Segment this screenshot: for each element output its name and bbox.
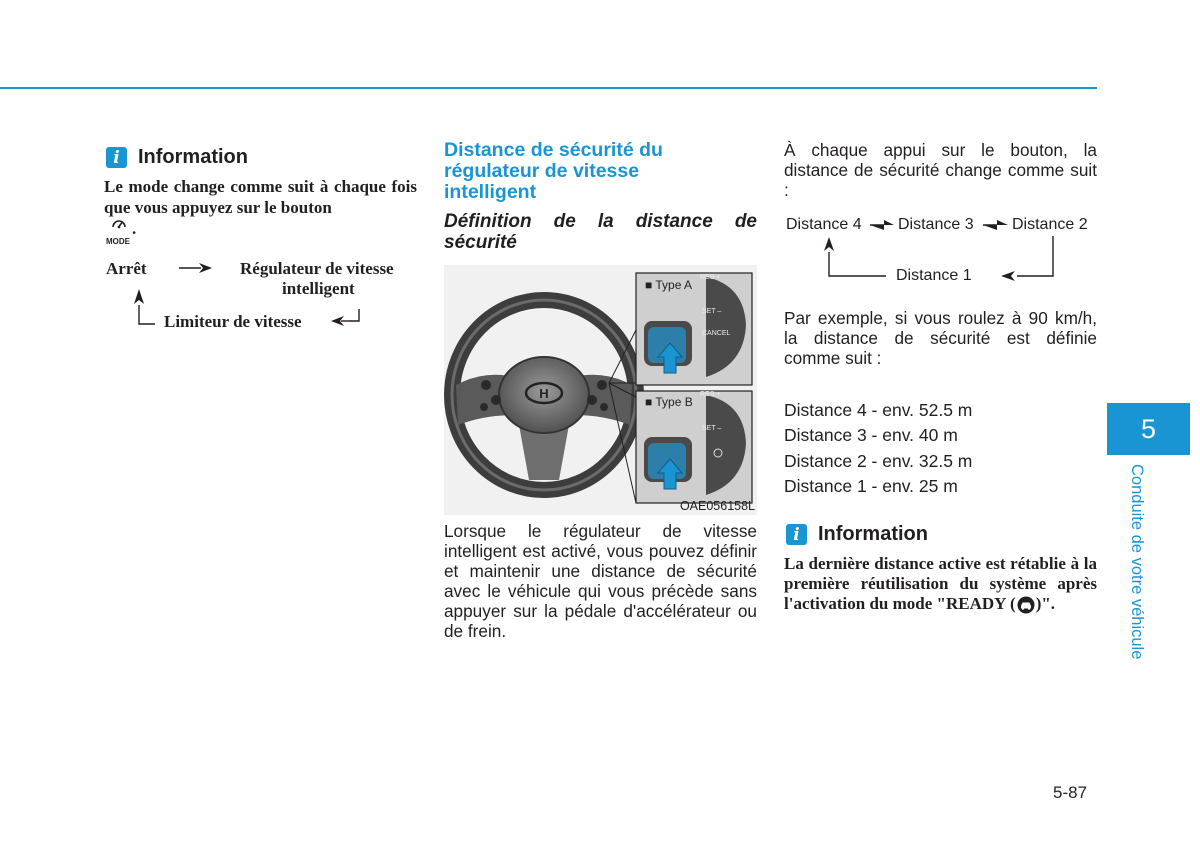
info-text-right-body: La dernière distance active est rétablie à la première réutilisation du système après l'activation du mode "READY ( (784, 554, 1097, 613)
svg-text:H: H (539, 386, 549, 401)
distance-item-2: Distance 2 - env. 32.5 m (784, 451, 973, 471)
mode-icon-label: MODE (106, 237, 130, 247)
info-text-right-end: )". (1035, 594, 1056, 613)
res-label-b: RES + (700, 391, 721, 398)
section-title-line1: Distance de sécurité du (444, 139, 663, 161)
info-text-body: Le mode change comme suit à chaque fois que vous appuyez sur le bouton (104, 177, 417, 217)
cycle-distance-3: Distance 3 (898, 216, 974, 233)
section-title-line3: intelligent (444, 181, 537, 203)
flow-state-scc-line1: Régulateur de vitesse (240, 259, 394, 278)
ready-icon (1016, 596, 1036, 614)
flow-state-limiter: Limiteur de vitesse (164, 312, 302, 331)
info-title-right: Information (818, 523, 928, 545)
res-label-a: RES + (700, 274, 721, 281)
paragraph-intro: Lorsque le régulateur de vitesse intelligent est activé, vous pouvez définir et maintenir une distance de sécurité avec le véhicule qui vous précède sans appuyer sur la pédale d'accélérateur ou de frein. (444, 521, 757, 641)
flow-state-off: Arrêt (106, 259, 147, 278)
info-header-right (786, 523, 928, 546)
info-icon: i (106, 147, 127, 168)
info-title: Information (138, 146, 248, 168)
section-title-line2: régulateur de vitesse (444, 160, 640, 182)
info-text-right (784, 554, 1097, 614)
cancel-label-a: CANCEL (702, 330, 731, 337)
subsection-title-line2: sécurité (444, 232, 517, 253)
distance-item-3: Distance 3 - env. 40 m (784, 425, 958, 445)
cycle-distance-1: Distance 1 (896, 267, 972, 284)
cycle-intro: À chaque appui sur le bouton, la distance de sécurité change comme suit : (784, 140, 1097, 200)
set-label-a: SET – (702, 308, 722, 315)
chapter-tab: 5 (1107, 403, 1190, 455)
set-label-b: SET – (702, 425, 722, 432)
info-icon: i (786, 524, 807, 545)
figure-code: OAE056158L (679, 499, 755, 513)
distance-item-1: Distance 1 - env. 25 m (784, 476, 958, 496)
chapter-title: Conduite de votre véhicule (1128, 464, 1146, 660)
distance-item-4: Distance 4 - env. 52.5 m (784, 400, 973, 420)
example-text: Par exemple, si vous roulez à 90 km/h, la distance de sécurité est définie comme suit : (784, 308, 1097, 368)
cycle-distance-4: Distance 4 (786, 216, 862, 233)
type-a-label: ■ Type A (645, 278, 693, 292)
info-text-end: . (132, 219, 137, 238)
type-b-label: ■ Type B (645, 395, 693, 409)
subsection-title-line1: Définition de la distance de (444, 211, 757, 232)
flow-state-scc-line2: intelligent (282, 279, 355, 298)
page-number: 5-87 (1053, 783, 1088, 802)
cycle-distance-2: Distance 2 (1012, 216, 1088, 233)
